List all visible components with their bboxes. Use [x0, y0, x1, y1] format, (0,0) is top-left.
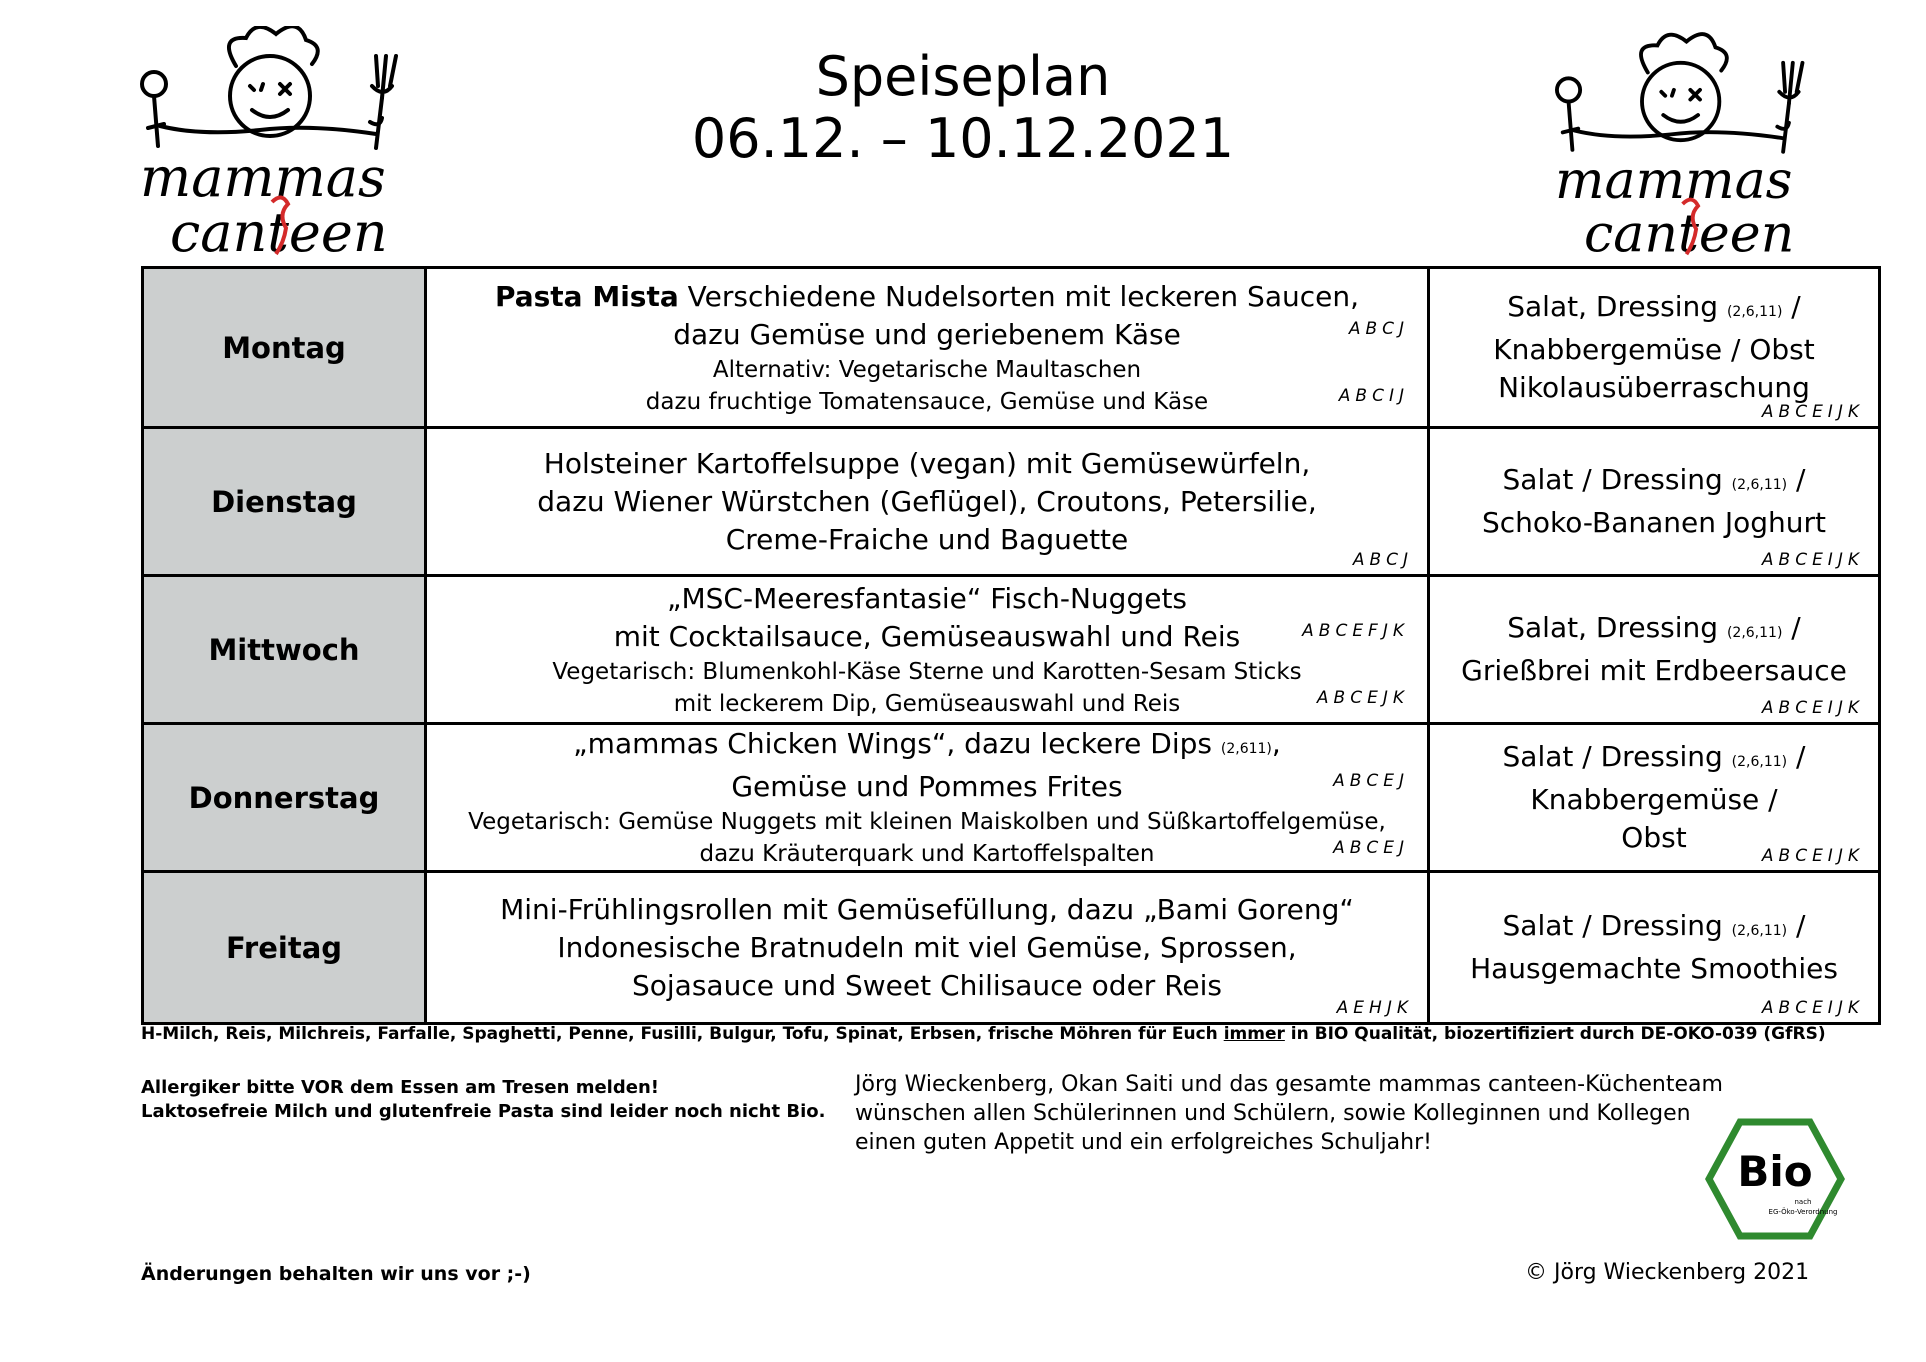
side-text: Salat, Dressing [1507, 290, 1727, 323]
allergen-codes: ABCEIJK [1761, 550, 1864, 570]
dish-line [427, 688, 1427, 720]
copyright: © Jörg Wieckenberg 2021 [1525, 1260, 1810, 1285]
mammas-canteen-logo-left [140, 26, 440, 256]
side-text: Hausgemachte Smoothies [1470, 952, 1838, 985]
allergen-codes: ABCEJ [1333, 771, 1409, 791]
allergen-codes: ABCIJ [1338, 385, 1409, 406]
day-cell: Freitag [143, 872, 426, 1024]
side-line [1430, 331, 1878, 369]
side-text-post: / [1782, 611, 1801, 644]
dish-line [427, 445, 1427, 483]
footnote-underlined: immer [1223, 1024, 1285, 1044]
title-dates: 06.12. – 10.12.2021 [691, 107, 1235, 170]
side-dish-cell [1429, 872, 1880, 1024]
side-text: Grießbrei mit Erdbeersauce [1461, 654, 1847, 687]
dish-text: dazu Wiener Würstchen (Geflügel), Croutons, Petersilie, [537, 484, 1317, 518]
allergy-line-2: Laktosefreie Milch und glutenfreie Pasta sind leider noch nicht Bio. [141, 1101, 826, 1122]
additive-note: (2,6,11) [1726, 304, 1783, 320]
dish-line [427, 580, 1427, 618]
side-text: Knabbergemüse / Obst [1493, 333, 1815, 366]
dish-line [427, 483, 1427, 521]
dish-text: Indonesische Bratnudeln mit viel Gemüse, Sprossen, [557, 930, 1297, 964]
allergen-codes: ABCJ [1352, 550, 1413, 570]
additive-note: (2,6,11) [1726, 625, 1783, 641]
dish-text: dazu Gemüse und geriebenem Käse [673, 317, 1181, 351]
dish-text: dazu fruchtige Tomatensauce, Gemüse und Käse [645, 388, 1209, 415]
bio-seal-icon [1705, 1118, 1845, 1240]
dish-line [427, 838, 1427, 870]
additive-note: (2,6,11) [1731, 923, 1788, 939]
side-line [1430, 609, 1878, 652]
dish-line [427, 768, 1427, 806]
main-dish-cell [426, 576, 1429, 724]
logo-word-canteen: canteen [1584, 204, 1795, 260]
dish-text: Holsteiner Kartoffelsuppe (vegan) mit Gemüsewürfeln, [543, 446, 1311, 480]
side-text: Obst [1621, 821, 1687, 854]
logo-word-mammas: mammas [140, 146, 386, 209]
menu-table [141, 266, 1881, 1025]
dish-text: Creme-Fraiche und Baguette [725, 522, 1129, 556]
allergen-codes: ABCEIJK [1761, 846, 1864, 866]
dish-text: Vegetarisch: Blumenkohl-Käse Sterne und Karotten-Sesam Sticks [552, 658, 1302, 685]
logo-word-mammas: mammas [1555, 151, 1793, 212]
dish-line [427, 656, 1427, 688]
day-cell: Montag [143, 268, 426, 428]
main-dish-cell [426, 268, 1429, 428]
dish-line [427, 386, 1427, 418]
allergen-codes: ABCEFJK [1302, 620, 1409, 641]
side-line [1430, 950, 1878, 988]
dish-text: Sojasauce und Sweet Chilisauce oder Reis [631, 968, 1222, 1002]
dish-text: „mammas Chicken Wings“, dazu leckere Dips [573, 727, 1221, 760]
bio-word: Bio [1737, 1147, 1813, 1196]
dish-line [427, 967, 1427, 1005]
greeting-line-2: wünschen allen Schülerinnen und Schülern, sowie Kolleginnen und Kollegen [855, 1101, 1691, 1126]
allergen-codes: ABCEJK [1316, 687, 1409, 708]
side-text-post: / [1787, 463, 1806, 496]
dish-text: „MSC-Meeresfantasie“ Fisch-Nuggets [666, 581, 1188, 615]
dish-line [427, 316, 1427, 354]
allergy-line-1: Allergiker bitte VOR dem Essen am Tresen melden! [141, 1077, 659, 1098]
dish-line [427, 278, 1427, 316]
allergen-codes: ABCJ [1348, 318, 1409, 339]
greeting-line-1: Jörg Wieckenberg, Okan Saiti und das gesamte mammas canteen-Küchenteam [855, 1072, 1723, 1097]
side-dish-cell [1429, 268, 1880, 428]
dish-text: Alternativ: Vegetarische Maultaschen [712, 356, 1142, 383]
side-dish-cell [1429, 428, 1880, 576]
side-text-post: / [1787, 740, 1806, 773]
dish-line [427, 521, 1427, 559]
additive-note: (2,6,11) [1731, 477, 1788, 493]
side-line [1430, 652, 1878, 690]
dish-text-post: , [1271, 727, 1281, 760]
dish-line [427, 929, 1427, 967]
day-cell: Donnerstag [143, 724, 426, 872]
side-text-post: / [1782, 290, 1801, 323]
side-line [1430, 288, 1878, 331]
day-cell: Dienstag [143, 428, 426, 576]
table-row [143, 724, 1880, 872]
dish-name: Pasta Mista [494, 279, 679, 313]
dish-line [427, 891, 1427, 929]
allergen-codes: AEHJK [1336, 998, 1413, 1018]
bio-small-2: EG-Öko-Verordnung [1768, 1208, 1838, 1216]
additive-note: (2,611) [1220, 741, 1272, 757]
side-dish-cell [1429, 724, 1880, 872]
dish-text: Vegetarisch: Gemüse Nuggets mit kleinen Maiskolben und Süßkartoffelgemüse, [468, 809, 1386, 835]
table-row [143, 428, 1880, 576]
table-row [143, 872, 1880, 1024]
allergen-codes: ABCEIJK [1761, 402, 1864, 422]
side-line [1430, 738, 1878, 781]
table-row [143, 576, 1880, 724]
side-text: Nikolausüberraschung [1498, 371, 1810, 404]
footnote-text-before: H-Milch, Reis, Milchreis, Farfalle, Spaghetti, Penne, Fusilli, Bulgur, Tofu, Spinat, Erbsen, frische Möhren für Euch [141, 1024, 1224, 1044]
logo-word-canteen: canteen [170, 201, 388, 256]
side-text: Salat / Dressing [1502, 463, 1732, 496]
side-line [1430, 504, 1878, 542]
side-text: Schoko-Bananen Joghurt [1481, 506, 1827, 539]
dish-text: mit Cocktailsauce, Gemüseauswahl und Reis [613, 619, 1241, 653]
dish-text: dazu Kräuterquark und Kartoffelspalten [699, 841, 1155, 867]
table-row [143, 268, 1880, 428]
changes-notice: Änderungen behalten wir uns vor ;-) [141, 1263, 531, 1285]
main-dish-cell [426, 724, 1429, 872]
dish-text: Verschiedene Nudelsorten mit leckeren Saucen, [678, 279, 1360, 313]
allergy-notice [141, 1076, 825, 1124]
allergen-codes: ABCEJ [1333, 838, 1409, 858]
side-text: Salat, Dressing [1507, 611, 1727, 644]
dish-line [427, 806, 1427, 838]
bio-footnote [141, 1024, 1826, 1044]
footnote-text-after: in BIO Qualität, biozertifiziert durch DE-ÖKO-039 (GfRS) [1284, 1024, 1826, 1044]
side-dish-cell [1429, 576, 1880, 724]
side-text: Salat / Dressing [1502, 740, 1732, 773]
dish-text: mit leckerem Dip, Gemüseauswahl und Reis [673, 690, 1181, 717]
side-text-post: / [1787, 909, 1806, 942]
greeting-line-3: einen guten Appetit und ein erfolgreiches Schuljahr! [855, 1130, 1432, 1155]
allergen-codes: ABCEIJK [1761, 998, 1864, 1018]
side-line [1430, 907, 1878, 950]
side-text: Knabbergemüse / [1530, 783, 1778, 816]
side-line [1430, 781, 1878, 819]
allergen-codes: ABCEIJK [1761, 698, 1864, 718]
dish-text: Mini-Frühlingsrollen mit Gemüsefüllung, dazu „Bami Goreng“ [500, 892, 1354, 926]
mammas-canteen-logo-right [1555, 30, 1845, 260]
main-dish-cell [426, 428, 1429, 576]
title-heading: Speiseplan [815, 45, 1111, 108]
side-text: Salat / Dressing [1502, 909, 1732, 942]
dish-text: Gemüse und Pommes Frites [731, 770, 1123, 803]
additive-note: (2,6,11) [1731, 754, 1788, 770]
dish-line [427, 354, 1427, 386]
main-dish-cell [426, 872, 1429, 1024]
dish-line [427, 618, 1427, 656]
side-line [1430, 461, 1878, 504]
greeting [855, 1070, 1723, 1157]
day-cell: Mittwoch [143, 576, 426, 724]
dish-line [427, 725, 1427, 768]
bio-small-1: nach [1794, 1198, 1812, 1206]
